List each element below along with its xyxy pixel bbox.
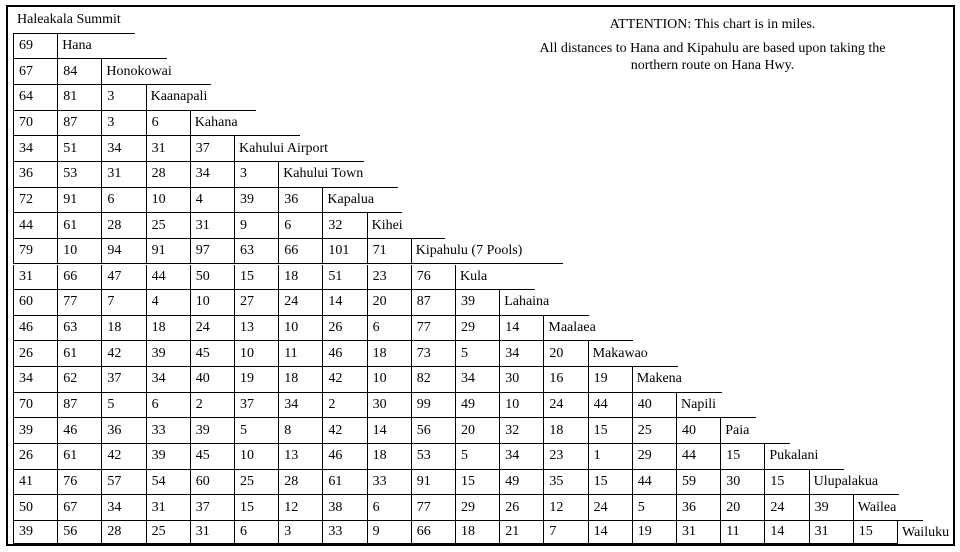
distance-cell: 20 xyxy=(543,341,587,367)
distance-cell: 31 xyxy=(190,213,234,239)
distance-cell: 32 xyxy=(499,418,543,444)
distance-cell: 30 xyxy=(720,470,764,496)
distance-cell: 18 xyxy=(367,444,411,470)
distance-cell: 34 xyxy=(101,495,145,521)
distance-cell: 28 xyxy=(101,213,145,239)
distance-cell: 6 xyxy=(278,213,322,239)
place-label-makawao: Makawao xyxy=(588,341,678,367)
distance-cell: 60 xyxy=(190,470,234,496)
distance-cell: 15 xyxy=(588,418,632,444)
distance-cell: 51 xyxy=(322,265,366,291)
distance-cell: 19 xyxy=(234,367,278,393)
distance-cell: 94 xyxy=(101,239,145,265)
distance-cell: 29 xyxy=(455,495,499,521)
distance-cell: 25 xyxy=(234,470,278,496)
distance-cell: 40 xyxy=(676,418,720,444)
distance-cell: 77 xyxy=(411,316,455,342)
distance-cell: 26 xyxy=(13,444,57,470)
distance-cell: 39 xyxy=(146,444,190,470)
distance-cell: 39 xyxy=(13,418,57,444)
distance-cell: 29 xyxy=(632,444,676,470)
place-label-kapalua: Kapalua xyxy=(322,188,402,214)
place-label-paia: Paia xyxy=(720,418,790,444)
distance-cell: 5 xyxy=(455,444,499,470)
distance-cell: 79 xyxy=(13,239,57,265)
distance-cell: 25 xyxy=(146,213,190,239)
distance-cell: 87 xyxy=(411,290,455,316)
distance-cell: 31 xyxy=(13,265,57,291)
distance-cell: 6 xyxy=(146,111,190,137)
distance-cell: 44 xyxy=(146,265,190,291)
distance-cell: 47 xyxy=(101,265,145,291)
distance-cell: 27 xyxy=(234,290,278,316)
distance-cell: 38 xyxy=(322,495,366,521)
distance-cell: 19 xyxy=(588,367,632,393)
distance-cell: 84 xyxy=(57,59,101,85)
distance-cell: 15 xyxy=(588,470,632,496)
distance-cell: 10 xyxy=(57,239,101,265)
distance-cell: 91 xyxy=(57,188,101,214)
distance-cell: 31 xyxy=(146,495,190,521)
distance-cell: 42 xyxy=(322,367,366,393)
distance-cell: 18 xyxy=(455,521,499,544)
distance-cell: 50 xyxy=(190,265,234,291)
place-label-kipahulu-7-pools: Kipahulu (7 Pools) xyxy=(411,239,563,265)
distance-cell: 71 xyxy=(367,239,411,265)
distance-cell: 91 xyxy=(146,239,190,265)
distance-cell: 6 xyxy=(146,393,190,419)
distance-cell: 5 xyxy=(234,418,278,444)
distance-cell: 32 xyxy=(322,213,366,239)
attention-note: ATTENTION: This chart is in miles. xyxy=(609,17,816,32)
distance-cell: 24 xyxy=(588,495,632,521)
distance-cell: 36 xyxy=(13,162,57,188)
distance-cell: 72 xyxy=(13,188,57,214)
distance-cell: 5 xyxy=(455,341,499,367)
distance-cell: 23 xyxy=(367,265,411,291)
distance-cell: 20 xyxy=(367,290,411,316)
distance-cell: 64 xyxy=(13,85,57,111)
distance-cell: 23 xyxy=(543,444,587,470)
distance-cell: 76 xyxy=(411,265,455,291)
distance-cell: 18 xyxy=(146,316,190,342)
distance-cell: 14 xyxy=(322,290,366,316)
distance-cell: 10 xyxy=(234,444,278,470)
distance-cell: 40 xyxy=(190,367,234,393)
distance-cell: 37 xyxy=(234,393,278,419)
distance-cell: 56 xyxy=(411,418,455,444)
distance-cell: 30 xyxy=(499,367,543,393)
place-label-kihei: Kihei xyxy=(367,213,445,239)
distance-cell: 11 xyxy=(720,521,764,544)
distance-cell: 34 xyxy=(146,367,190,393)
distance-cell: 15 xyxy=(234,265,278,291)
distance-cell: 44 xyxy=(632,470,676,496)
distance-cell: 54 xyxy=(146,470,190,496)
distance-cell: 53 xyxy=(57,162,101,188)
distance-cell: 99 xyxy=(411,393,455,419)
distance-cell: 34 xyxy=(13,367,57,393)
distance-cell: 61 xyxy=(57,213,101,239)
place-label-ulupalakua: Ulupalakua xyxy=(809,470,899,496)
distance-cell: 31 xyxy=(146,136,190,162)
distance-cell: 69 xyxy=(13,34,57,60)
distance-cell: 49 xyxy=(455,393,499,419)
distance-cell: 39 xyxy=(234,188,278,214)
distance-cell: 51 xyxy=(57,136,101,162)
place-label-kaanapali: Kaanapali xyxy=(146,85,256,111)
place-label-pukalani: Pukalani xyxy=(764,444,844,470)
distance-cell: 10 xyxy=(367,367,411,393)
distance-cell: 67 xyxy=(57,495,101,521)
distance-cell: 2 xyxy=(190,393,234,419)
distance-cell: 36 xyxy=(278,188,322,214)
distance-cell: 59 xyxy=(676,470,720,496)
distance-cell: 82 xyxy=(411,367,455,393)
distance-cell: 61 xyxy=(57,444,101,470)
distance-cell: 28 xyxy=(278,470,322,496)
distance-cell: 31 xyxy=(101,162,145,188)
distance-cell: 34 xyxy=(278,393,322,419)
distance-cell: 6 xyxy=(101,188,145,214)
distance-cell: 34 xyxy=(455,367,499,393)
distance-cell: 3 xyxy=(278,521,322,544)
place-label-makena: Makena xyxy=(632,367,722,393)
distance-cell: 63 xyxy=(57,316,101,342)
distance-cell: 9 xyxy=(367,521,411,544)
distance-cell: 67 xyxy=(13,59,57,85)
distance-cell: 46 xyxy=(13,316,57,342)
distance-cell: 26 xyxy=(322,316,366,342)
place-label-haleakala-summit: Haleakala Summit xyxy=(13,8,135,34)
distance-cell: 21 xyxy=(499,521,543,544)
distance-cell: 34 xyxy=(101,136,145,162)
distance-cell: 3 xyxy=(234,162,278,188)
distance-cell: 18 xyxy=(543,418,587,444)
distance-cell: 13 xyxy=(234,316,278,342)
distance-cell: 56 xyxy=(57,521,101,544)
place-label-honokowai: Honokowai xyxy=(101,59,211,85)
distance-cell: 37 xyxy=(101,367,145,393)
place-label-lahaina: Lahaina xyxy=(499,290,589,316)
distance-cell: 12 xyxy=(543,495,587,521)
distance-cell: 76 xyxy=(57,470,101,496)
distance-cell: 3 xyxy=(101,111,145,137)
distance-cell: 66 xyxy=(278,239,322,265)
distance-cell: 34 xyxy=(499,341,543,367)
distance-cell: 4 xyxy=(146,290,190,316)
distance-cell: 77 xyxy=(57,290,101,316)
distance-cell: 15 xyxy=(234,495,278,521)
distance-cell: 101 xyxy=(322,239,366,265)
distance-cell: 24 xyxy=(278,290,322,316)
place-label-kula: Kula xyxy=(455,265,535,291)
distance-cell: 10 xyxy=(278,316,322,342)
distance-cell: 2 xyxy=(322,393,366,419)
distance-cell: 39 xyxy=(190,418,234,444)
distance-cell: 66 xyxy=(57,265,101,291)
distance-cell: 45 xyxy=(190,444,234,470)
distance-cell: 13 xyxy=(278,444,322,470)
distance-cell: 25 xyxy=(146,521,190,544)
distance-cell: 11 xyxy=(278,341,322,367)
distance-cell: 66 xyxy=(411,521,455,544)
distance-cell: 46 xyxy=(57,418,101,444)
distance-cell: 37 xyxy=(190,136,234,162)
distance-cell: 91 xyxy=(411,470,455,496)
distance-cell: 44 xyxy=(13,213,57,239)
distance-cell: 15 xyxy=(764,470,808,496)
distance-cell: 9 xyxy=(234,213,278,239)
distance-cell: 36 xyxy=(676,495,720,521)
place-label-napili: Napili xyxy=(676,393,756,419)
place-label-maalaea: Maalaea xyxy=(543,316,633,342)
distance-cell: 87 xyxy=(57,393,101,419)
distance-cell: 24 xyxy=(543,393,587,419)
distance-cell: 73 xyxy=(411,341,455,367)
distance-cell: 61 xyxy=(57,341,101,367)
distance-cell: 81 xyxy=(57,85,101,111)
distance-cell: 29 xyxy=(455,316,499,342)
distance-cell: 34 xyxy=(190,162,234,188)
distance-cell: 41 xyxy=(13,470,57,496)
distance-cell: 6 xyxy=(234,521,278,544)
distance-cell: 4 xyxy=(190,188,234,214)
distance-cell: 10 xyxy=(190,290,234,316)
distance-cell: 15 xyxy=(455,470,499,496)
distance-cell: 46 xyxy=(322,444,366,470)
distance-cell: 24 xyxy=(190,316,234,342)
distance-cell: 26 xyxy=(499,495,543,521)
distance-cell: 10 xyxy=(499,393,543,419)
distance-cell: 39 xyxy=(809,495,853,521)
distance-cell: 8 xyxy=(278,418,322,444)
distance-cell: 33 xyxy=(367,470,411,496)
distance-cell: 18 xyxy=(101,316,145,342)
distance-cell: 14 xyxy=(588,521,632,544)
distance-cell: 34 xyxy=(499,444,543,470)
distance-cell: 20 xyxy=(455,418,499,444)
distance-cell: 37 xyxy=(190,495,234,521)
distance-cell: 39 xyxy=(146,341,190,367)
distance-cell: 18 xyxy=(367,341,411,367)
distance-cell: 18 xyxy=(278,265,322,291)
distance-cell: 50 xyxy=(13,495,57,521)
distance-cell: 42 xyxy=(101,341,145,367)
distance-cell: 31 xyxy=(676,521,720,544)
distance-cell: 31 xyxy=(809,521,853,544)
distance-cell: 3 xyxy=(101,85,145,111)
distance-cell: 87 xyxy=(57,111,101,137)
distance-cell: 70 xyxy=(13,393,57,419)
distance-cell: 10 xyxy=(234,341,278,367)
distance-cell: 44 xyxy=(676,444,720,470)
distance-cell: 7 xyxy=(543,521,587,544)
distance-cell: 46 xyxy=(322,341,366,367)
distance-cell: 25 xyxy=(632,418,676,444)
distance-cell: 35 xyxy=(543,470,587,496)
distance-cell: 61 xyxy=(322,470,366,496)
distance-cell: 5 xyxy=(101,393,145,419)
distance-cell: 28 xyxy=(146,162,190,188)
place-label-kahului-airport: Kahului Airport xyxy=(234,136,364,162)
distance-cell: 33 xyxy=(322,521,366,544)
place-label-kahana: Kahana xyxy=(190,111,300,137)
distance-cell: 45 xyxy=(190,341,234,367)
distance-cell: 31 xyxy=(190,521,234,544)
distance-cell: 5 xyxy=(632,495,676,521)
place-label-hana: Hana xyxy=(57,34,167,60)
distance-cell: 49 xyxy=(499,470,543,496)
distance-cell: 40 xyxy=(632,393,676,419)
distance-cell: 42 xyxy=(101,444,145,470)
distance-cell: 14 xyxy=(367,418,411,444)
distance-cell: 33 xyxy=(146,418,190,444)
distance-cell: 62 xyxy=(57,367,101,393)
distance-cell: 39 xyxy=(13,521,57,544)
distance-cell: 6 xyxy=(367,316,411,342)
distance-cell: 39 xyxy=(455,290,499,316)
place-label-kahului-town: Kahului Town xyxy=(278,162,398,188)
distance-cell: 15 xyxy=(853,521,897,544)
distance-cell: 14 xyxy=(499,316,543,342)
distance-cell: 60 xyxy=(13,290,57,316)
distance-cell: 19 xyxy=(632,521,676,544)
distance-cell: 57 xyxy=(101,470,145,496)
distance-cell: 7 xyxy=(101,290,145,316)
distance-cell: 10 xyxy=(146,188,190,214)
distance-cell: 53 xyxy=(411,444,455,470)
distance-cell: 30 xyxy=(367,393,411,419)
distance-cell: 1 xyxy=(588,444,632,470)
distance-cell: 42 xyxy=(322,418,366,444)
distance-cell: 6 xyxy=(367,495,411,521)
place-label-wailuku: Wailuku xyxy=(897,521,953,544)
distance-cell: 24 xyxy=(764,495,808,521)
distance-cell: 28 xyxy=(101,521,145,544)
route-note: All distances to Hana and Kipahulu are based upon taking the northern route on Hana Hwy. xyxy=(539,41,886,73)
distance-cell: 16 xyxy=(543,367,587,393)
distance-cell: 97 xyxy=(190,239,234,265)
distance-cell: 36 xyxy=(101,418,145,444)
place-label-wailea: Wailea xyxy=(853,495,923,521)
distance-cell: 18 xyxy=(278,367,322,393)
distance-cell: 20 xyxy=(720,495,764,521)
distance-cell: 44 xyxy=(588,393,632,419)
distance-cell: 63 xyxy=(234,239,278,265)
distance-cell: 12 xyxy=(278,495,322,521)
distance-cell: 34 xyxy=(13,136,57,162)
distance-cell: 15 xyxy=(720,444,764,470)
distance-cell: 77 xyxy=(411,495,455,521)
distance-cell: 14 xyxy=(764,521,808,544)
distance-cell: 26 xyxy=(13,341,57,367)
distance-cell: 70 xyxy=(13,111,57,137)
